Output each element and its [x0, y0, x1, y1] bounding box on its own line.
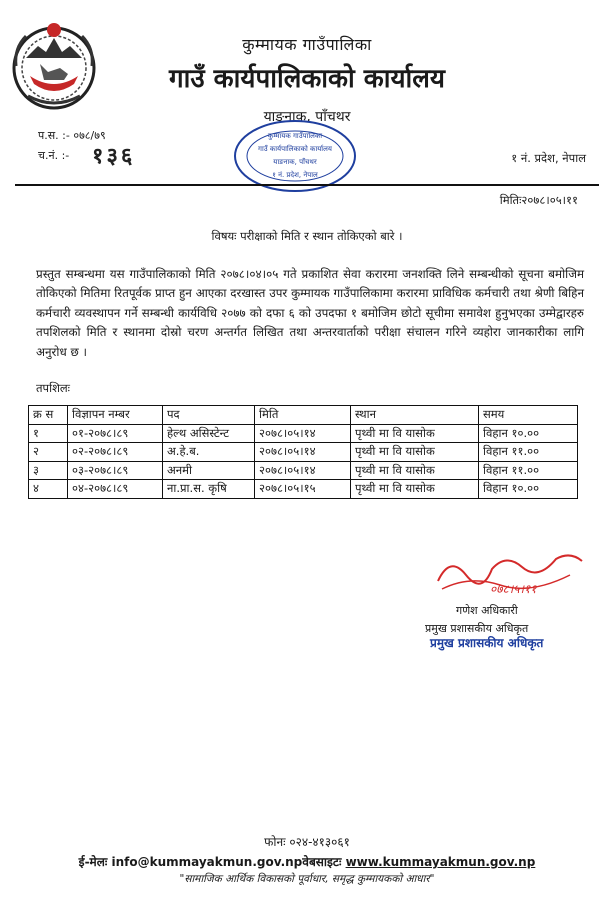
office-address: याङनाक, पाँचथर — [263, 109, 351, 125]
email-link[interactable]: info@kummayakmun.gov.np — [111, 855, 303, 869]
cell-serial: १ — [29, 424, 68, 443]
dispatch-ref — [38, 143, 136, 169]
handwritten-signature-icon — [430, 545, 590, 605]
col-date: मिति — [255, 406, 351, 425]
cell-venue: पृथ्वी मा वि यासोक — [351, 424, 479, 443]
stamp-line-4: १ नं. प्रदेश, नेपाल — [272, 171, 318, 179]
cell-post: अनमी — [163, 461, 255, 480]
col-post: पद — [163, 406, 255, 425]
col-serial: क्र स — [29, 406, 68, 425]
col-time: समय — [479, 406, 578, 425]
letter-subject: विषयः परीक्षाको मिति र स्थान तोकिएको बारे । — [211, 229, 403, 243]
exam-schedule-table — [28, 405, 578, 499]
cell-time: विहान ११.०० — [479, 461, 578, 480]
stamp-line-3: याङनाक, पाँचथर — [273, 158, 317, 166]
cell-date: २०७८।०५।१४ — [255, 461, 351, 480]
table-label: तपशिलः — [36, 381, 71, 395]
email-label: ई-मेलः — [78, 855, 108, 869]
table-row — [29, 443, 578, 462]
letter-body: प्रस्तुत सम्बन्धमा यस गाउँपालिकाको मिति २०७८।०४।०५ गते प्रकाशित सेवा करारमा जनशक्ति लिने सम्बन्धीको सूचना बमोजिम तोकिएको मितिमा रितपूर्वक प्राप्त हुन आएका दरखास्त उपर कुम्मायक गाउँपालिकामा करारमा प्राविधिक कर्मचारी तथा श्रेणी बिहिन कर्मचारी व्यवस्थापन गर्ने सम्बन्धी कार्यविधि २०७७ को दफा ६ को उपदफा १ बमोजिम छोटो सूचीमा समावेश हुनुभएका उम्मेद्वारहरु तपशिलको मिति र स्थानमा दोस्रो चरण अन्तर्गत लिखित तथा अन्तरवार्ताको परीक्षा संचालन गरिने व्यहोरा जानकारीका लागि अनुरोध छ । — [36, 267, 584, 359]
cell-venue: पृथ्वी मा वि यासोक — [351, 443, 479, 462]
cell-ad-number: ०१-२०७८।८९ — [68, 424, 163, 443]
cell-post: ना.प्रा.स. कृषि — [163, 480, 255, 499]
cell-time: विहान ११.०० — [479, 443, 578, 462]
col-venue: स्थान — [351, 406, 479, 425]
header-divider — [15, 184, 599, 186]
fiscal-year-value: ०७८/७९ — [73, 129, 106, 142]
dispatch-label: च.नं. :- — [38, 149, 70, 162]
cell-time: विहान १०.०० — [479, 480, 578, 499]
cell-ad-number: ०४-२०७८।८९ — [68, 480, 163, 499]
signatory-title-stamp: प्रमुख प्रशासकीय अधिकृत — [430, 636, 544, 650]
signature-date: ०७८।५।११ — [490, 582, 537, 596]
letter-date: मितिः२०७८।०५।११ — [499, 193, 578, 207]
cell-date: २०७८।०५।१५ — [255, 480, 351, 499]
cell-serial: ३ — [29, 461, 68, 480]
table-row — [29, 461, 578, 480]
stamp-line-2: गाउँ कार्यपालिकाको कार्यालय — [258, 145, 332, 153]
cell-venue: पृथ्वी मा वि यासोक — [351, 480, 479, 499]
footer-phone: फोनः ०२४-४१३०६१ — [264, 835, 350, 849]
cell-serial: ४ — [29, 480, 68, 499]
office-stamp-icon — [232, 118, 358, 194]
website-label: वेबसाइटः — [302, 855, 342, 869]
cell-post: अ.हे.ब. — [163, 443, 255, 462]
table-header-row — [29, 406, 578, 425]
signatory-name: गणेश अधिकारी — [456, 604, 518, 617]
cell-post: हेल्थ असिस्टेन्ट — [163, 424, 255, 443]
dispatch-number: १३६ — [92, 143, 136, 169]
website-link[interactable]: www.kummayakmun.gov.np — [345, 855, 536, 869]
cell-date: २०७८।०५।१४ — [255, 443, 351, 462]
stamp-line-1: कुम्मायक गाउँपालिका — [267, 132, 323, 140]
cell-date: २०७८।०५।१४ — [255, 424, 351, 443]
office-title: गाउँ कार्यपालिकाको कार्यालय — [169, 64, 445, 94]
table-row — [29, 424, 578, 443]
province: १ नं. प्रदेश, नेपाल — [511, 151, 586, 165]
cell-venue: पृथ्वी मा वि यासोक — [351, 461, 479, 480]
cell-time: विहान १०.०० — [479, 424, 578, 443]
cell-ad-number: ०२-२०७८।८९ — [68, 443, 163, 462]
cell-ad-number: ०३-२०७८।८९ — [68, 461, 163, 480]
footer-contact — [0, 853, 614, 870]
municipality-name: कुम्मायक गाउँपालिका — [242, 35, 372, 54]
fiscal-year-label: प.स. :- — [38, 129, 70, 142]
footer-motto: "सामाजिक आर्थिक विकासको पूर्वाधार, समृद्ध कुम्मायकको आधार" — [179, 873, 435, 885]
col-ad-number: विज्ञापन नम्बर — [68, 406, 163, 425]
cell-serial: २ — [29, 443, 68, 462]
signatory-title: प्रमुख प्रशासकीय अधिकृत — [425, 622, 529, 635]
table-row — [29, 480, 578, 499]
